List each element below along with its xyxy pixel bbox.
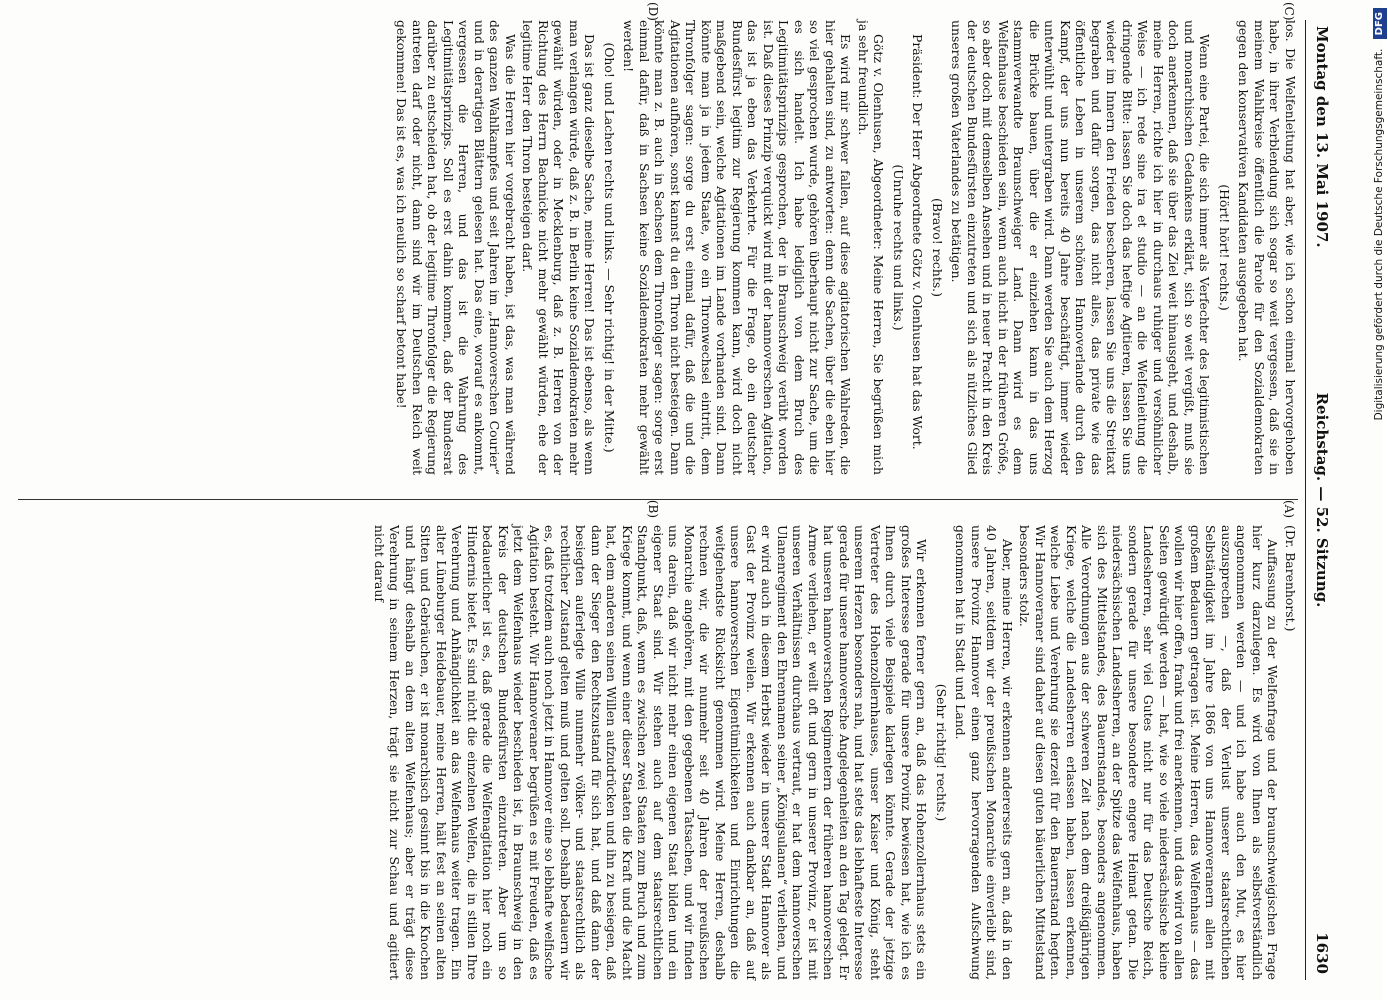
paragraph: Was die Herren hier vorgebracht haben, ist das, was man während des ganzen Wahlkampfes und seit Jahren im „Hannoverschen Courier“ und in derartigen Blättern gelesen hat. Das eine, worauf es ankommt, vergessen die Herren, und das ist die Wahrung des Legitimitätsprinzips. Soll es erst dahin kommen, daß der Bundesrat darüber zu entscheiden hat, ob der legitime Thronfolger die Regierung antreten darf oder nicht, dann sind wir im Deutschen Reich weit gekommen! Das ist es, was ich neulich so scharf betont habe! [394, 20, 518, 475]
side-credit [1352, 8, 1385, 992]
margin-marker-b: (B) [646, 499, 660, 518]
speaker-label: (Dr. Barenhorst.) [1283, 525, 1298, 632]
margin-marker-d: (D) [646, 2, 660, 21]
interjection: (Hört! hört! rechts.) [1217, 184, 1232, 311]
paragraph: los. Die Welfenleitung hat aber, wie ich schon einmal hervorgehoben habe, in ihrer Verblendung sich sogar so weit vergessen, daß sie in meinem Wahlkreise öffentlich die Parole für den Sozialdemokraten gegen den konservativen Kandidaten ausgegeben hat. [1236, 20, 1298, 475]
page-header [1305, 20, 1332, 980]
interjection: (Bravo! rechts.) [930, 198, 945, 297]
president-remark: Präsident: Der Herr Abgeordnete Götz v. Olenhusen hat das Wort. [910, 34, 926, 450]
interjection: (Unruhe rechts und links.) [891, 164, 906, 331]
left-column [18, 525, 1298, 980]
paragraph: Aber, meine Herren, wir erkennen andererseits gern an, daß in den 40 Jahren, seitdem wir der preußischen Monarchie einverleibt sind, unsere Provinz Hannover einen ganz hervorragenden Aufschwung genommen hat in Stadt und Land. [953, 525, 1015, 980]
session-date: Montag den 13. Mai 1907. [1313, 26, 1331, 248]
interjection: (Sehr richtig! rechts.) [934, 683, 949, 822]
interjection: (Oho! und Lachen rechts und links. — Sehr richtig! in der Mitte.) [602, 42, 617, 453]
rotated-sheet [7, 2, 1332, 980]
paragraph: Wenn eine Partei, die sich immer als Verfechter des legitimistischen und monarchischen Gedankens erklärt, sich so weit vergißt, muß sie doch anerkennen, daß sie über das Ziel weit hinausgeht, und deshalb, meine Herren, richte ich hier in durchaus ruhiger und versöhnlicher Weise — ich rede sine ira et studio — an die Welfenleitung die dringende Bitte: lassen Sie doch das heftige Agitieren, lassen Sie uns wieder im Innern den Frieden bescheren, lassen Sie uns die Streitaxt begraben und dafür sorgen, das nicht alles, das private wie das öffentliche Leben in unserem schönen Hannoverlande durch den Kampf, der uns nun bereits 40 Jahre beschäftigt, immer wieder unterwühlt und untergraben wird. Dann werden Sie auch dem Herzog die Brücke bauen, über die er einziehen kann in das uns stammverwandte Braunschweiger Land. Dann wird es dem Welfenhause beschieden sein, wenn auch nicht in der früheren Größe, so aber doch mit demselben Ansehen und in neuer Pracht in den Kreis der deutschen Bundesfürsten einzutreten und sich als nützliches Glied unseres großen Vaterlandes zu betätigen. [949, 20, 1213, 475]
paragraph: Wir erkennen ferner gern an, daß das Hohenzollernhaus stets ein großes Interesse gerade für unsere Provinz bewiesen hat, wie ich es Ihnen durch viele Beispiele klarlegen könnte. Gerade der jetzige Vertreter des Hohenzollernhauses, unser Kaiser und König, steht unserem Herzen besonders nah, und hat stets das lebhafteste Interesse gerade für unsere hannoversche Angelegenheiten an den Tag gelegt. Er hat unseren hannoverschen Regimentern der früheren hannoverschen Armee verliehen, er weilt oft und gern in unserer Provinz, er ist mit unseren Verhältnissen durchaus vertraut, er hat dem hannoverschen Ulanenregiment den Ehrennamen seiner „Königsulanen“ verliehen, und er wird auch in diesem Herbst wieder in unserer Stadt Hannover als Gast der Provinz weilen. Wir erkennen auch dankbar an, daß auf unsere hannoverschen Eigentümlichkeiten und Einrichtungen die weitgehendste Rücksicht genommen wird. Meine Herren, deshalb rechnen wir, die wir nunmehr seit 40 Jahren der preußischen Monarchie angehören, mit den gegebenen Tatsachen, und wir finden uns darein, daß wir nicht mehr einen eigenen Staat bilden und ein eigener Staat sind. Wir stehen auch auf dem staatsrechtlichen Standpunkt, daß, wenn es zwischen zwei Staaten zum Bruch und zum Kriege kommt, und wenn einer dieser Staaten die Kraft und die Macht hat, dem anderen seinen Willen aufzudrücken und ihn zu besiegen, daß dann der Sieger den Rechtszustand für sich hat, und daß dann der besiegten auferlegte Wille nunmehr völker- und staatsrechtlich als rechtlicher Zustand gelten muß und gelten soll. Deshalb bedauern wir es, daß trotzdem auch noch jetzt in Hannover eine so lebhafte welfische Agitation besteht. Wir Hannoveraner begrüßen es mit Freuden, daß es jetzt dem Welfenhaus wieder beschieden ist, in Braunschweig in den Kreis der deutschen Bundesfürsten einzutreten. Aber um so bedauerlicher ist es, daß gerade die Welfenagitation hier noch ein Hindernis bietet. Es sind nicht die einzelnen Welfen, die in stillen Ihre Verehrung und Anhänglichkeit an das Welfenhaus weiter tragen. Ein alter Lüneburger Heidebauer, meine Herren, hält fest an seinen alten Sitten und Gebräuchen, er ist monarchisch gesinnt bis in die Knochen und hängt deshalb an dem alten Welfenhaus; aber er trägt diese Verehrung in seinem Herzen, trägt sie nicht zur Schau und agitiert nicht darauf [372, 525, 930, 980]
credit-note: Digitalisierung gefördert durch die Deutsche Forschungsgemeinschaft. [1373, 48, 1385, 421]
margin-marker-a: (A) [1282, 499, 1296, 518]
speaker-intro: Götz v. Olenhusen, Abgeordneter: Meine Herren, Sie begrüßen mich ja sehr freundlich. [856, 20, 887, 475]
session-title: Reichstag. — 52. Sitzung. [1313, 392, 1331, 608]
right-column [18, 20, 1298, 475]
side-credit-text [1370, 8, 1388, 992]
margin-marker-c: (C) [1282, 2, 1296, 21]
paragraph: Das ist ganz dieselbe Sache, meine Herren! Das ist ebenso, als wenn man verlangen würde, daß z. B. in Berlin keine Sozialdemokraten mehr gewählt würden, oder in Mecklenburg, daß z. B. Herren von der Richtung des Herrn Bachnicke nicht mehr gewählt würden, ehe der legitime Herr den Thron besteigen darf. [520, 20, 598, 475]
page-number: 1630 [1313, 932, 1331, 974]
dfg-logo: DFG [1373, 8, 1387, 39]
paragraph: Es wird mir schwer fallen, auf diese agitatorischen Wahlreden, die hier gehalten sind, zu antworten: denn die Sachen, über die eben hier so viel gesprochen wurde, gehören überhaupt nicht zur Sache, um die es sich handelt. Ich habe lediglich von dem Bruch des Legitimitätsprinzips gesprochen, der in Braunschweig verübt worden ist. Daß dieses Prinzip verquickt wird mit der hannoverschen Agitation, das ist ja eben das Verkehrte. Für die Frage, ob ein deutscher Bundesfürst legitim zur Regierung kommen kann, wird doch nicht maßgebend sein, welche Agitationen im Lande vorhanden sind. Dann könnte man ja in jedem Staate, wo ein Thronwechsel eintritt, dem Thronfolger sagen: sorge du erst einmal dafür, daß die und die Agitationen aufhören, sonst kannst du den Thron nicht besteigen. Dann könnte man z. B. auch in Sachsen dem Thronfolger sagen: sorge erst einmal dafür, daß in Sachsen keine Sozialdemokraten mehr gewählt werden! [621, 20, 854, 475]
paragraph: Auffassung zu der Welfenfrage und der braunschweigischen Frage hier kurz darzulegen. Es wird von Ihnen als selbstverständlich angenommen werden — und ich habe auch den Mut, es hier auszusprechen —, daß der Verlust unserer staatsrechtlichen Selbständigkeit im Jahre 1866 von uns Hannoveranern allen mit großem Bedauern getragen ist. Meine Herren, das Welfenhaus — das wollen wir hier offen, frank und frei anerkennen, und das wird von allen Seiten gewürdigt werden — hat, wie so viele niedersächsische kleine Landesherren, sehr viel Gutes nicht nur für das Deutsche Reich, sondern gerade für unsere besondere engere Heimat getan. Die niedersächsischen Landesherren, an der Spitze das Welfenhaus, haben sich des Mittelstandes, des Bauernstandes, besonders angenommen. Alle Verordnungen aus der schweren Zeit nach dem dreißigjährigen Kriege, welche die Landesherren erlassen haben, lassen erkennen, welche Liebe und Verehrung sie derzeit für den Bauernstand hegten. Wir Hannoveraner sind daher auf diesen guten bäuerlichen Mittelstand besonders stolz. [1017, 525, 1281, 980]
